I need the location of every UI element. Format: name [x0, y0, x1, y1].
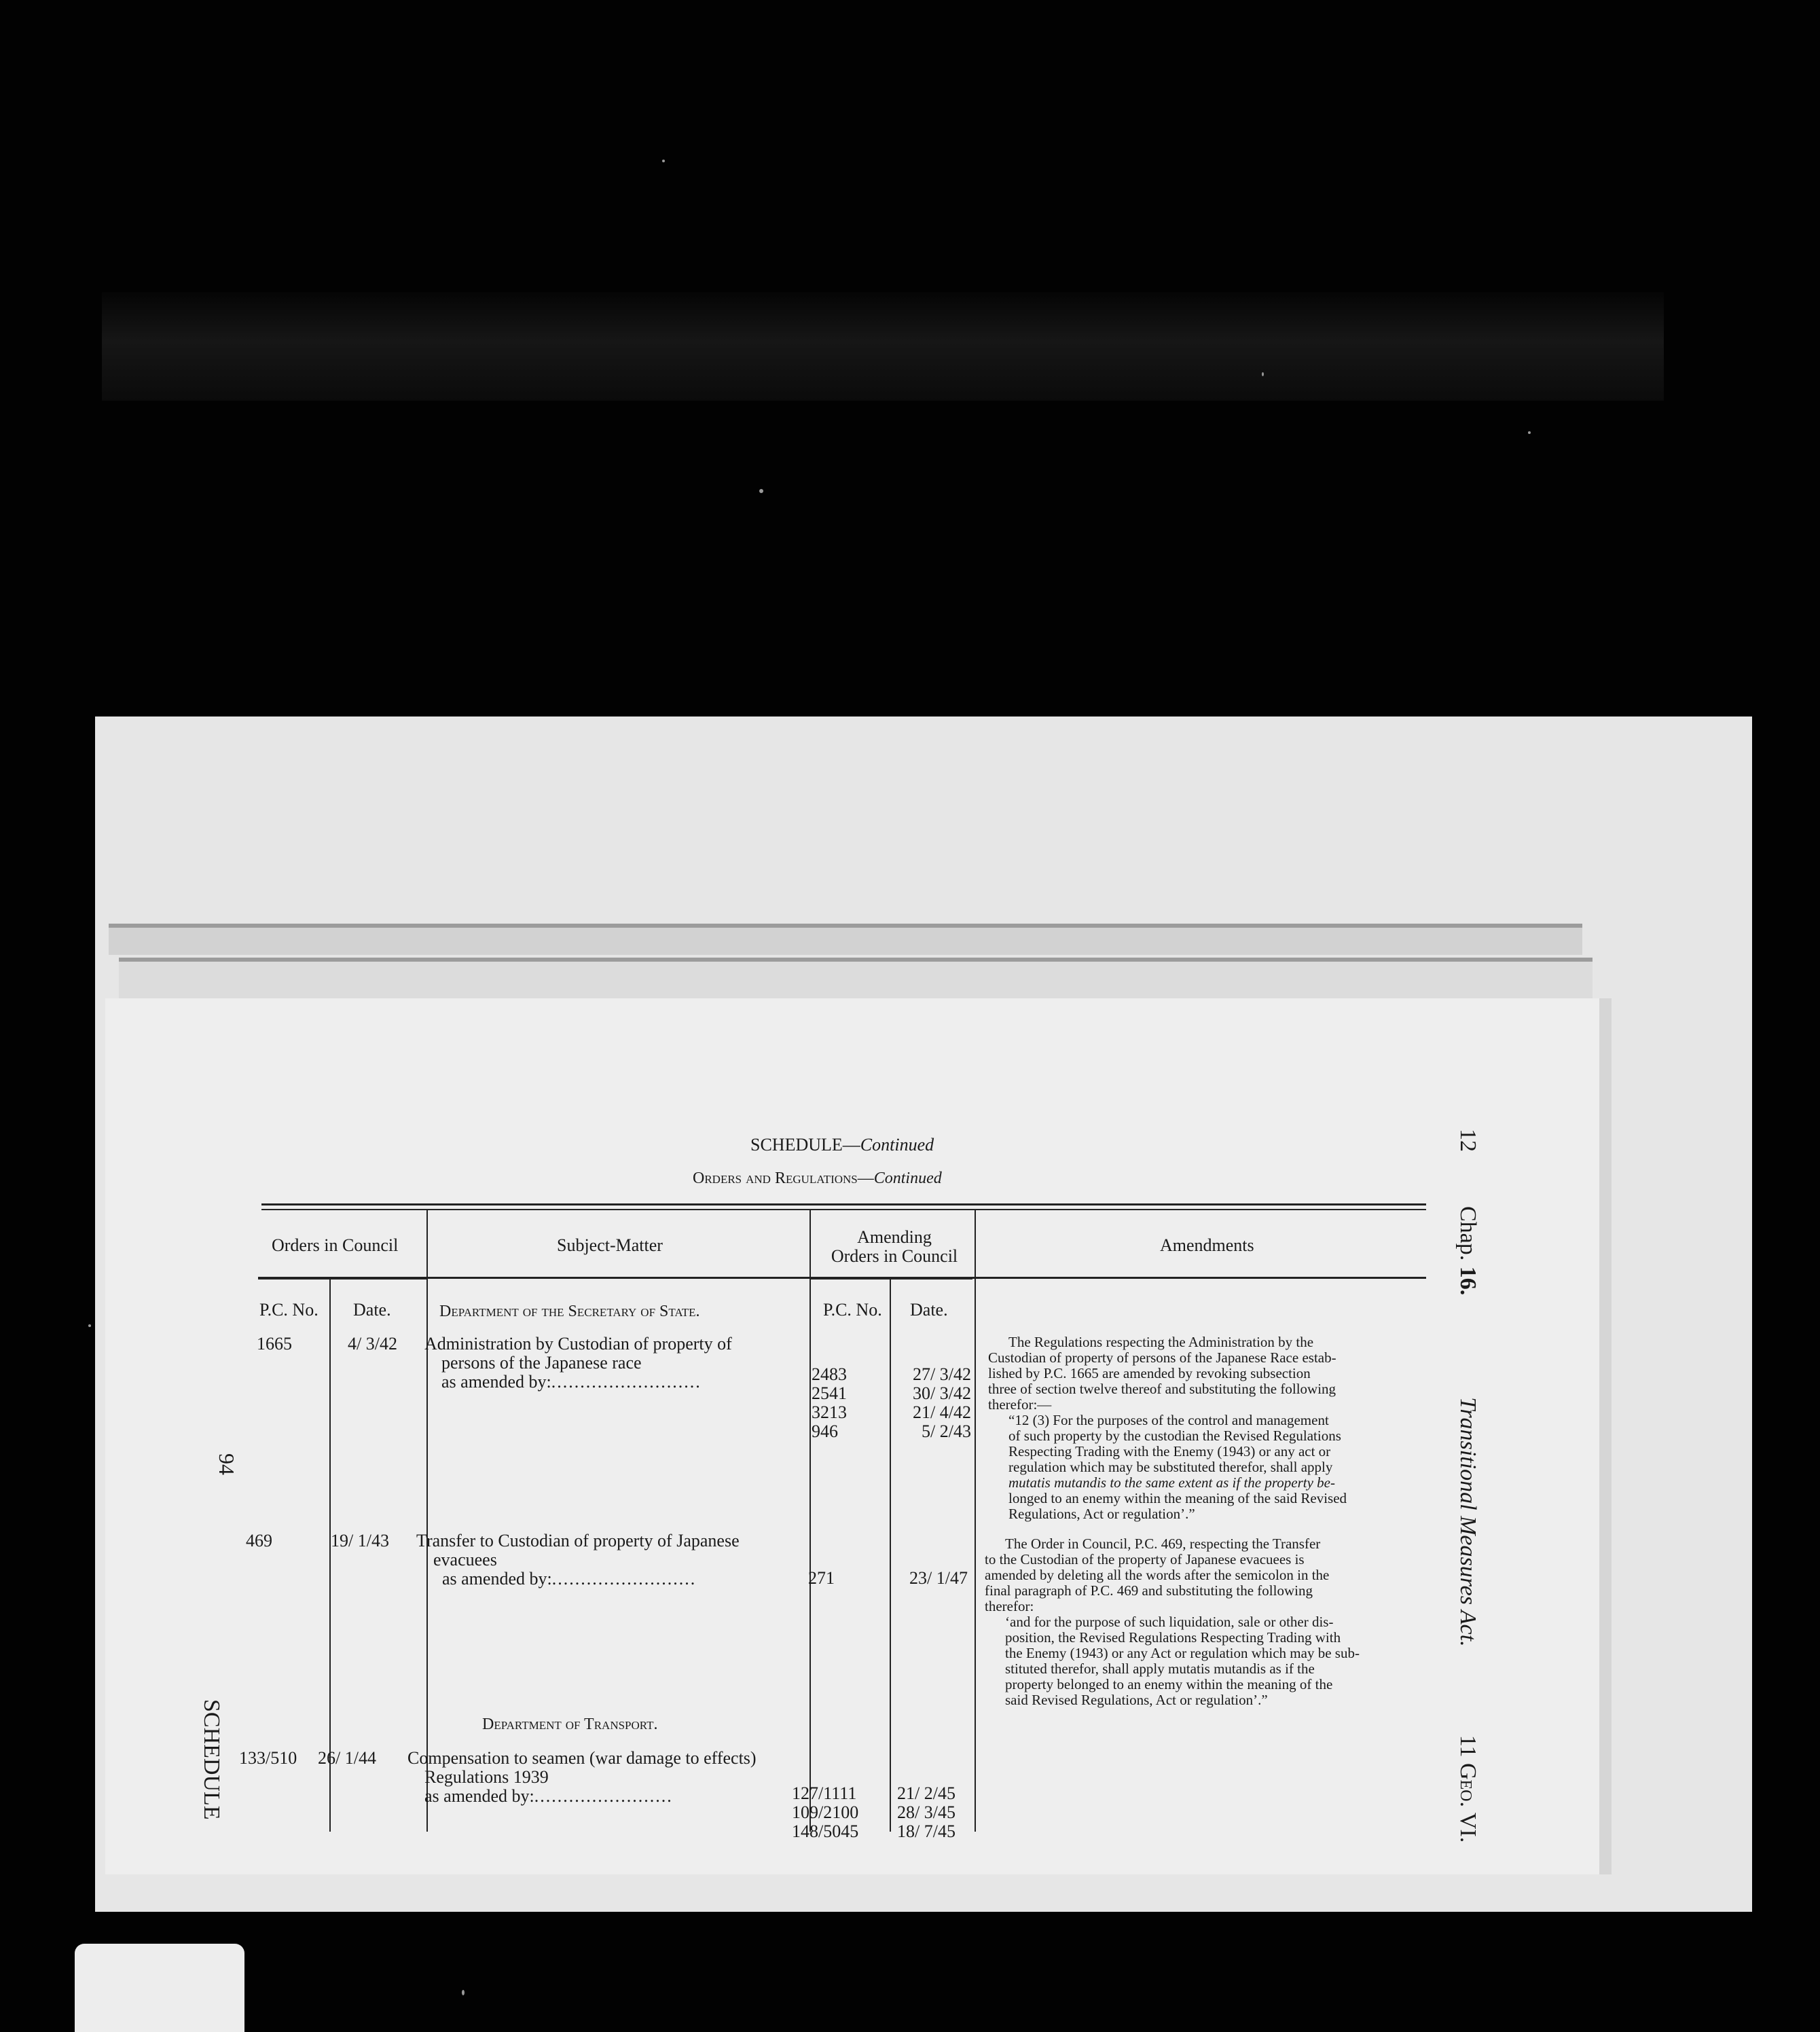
subheader-date: Date.	[353, 1300, 391, 1320]
header-rule	[258, 1278, 428, 1280]
running-page-number: 12	[1455, 1129, 1480, 1152]
label-card	[75, 1944, 244, 2032]
entry-subject: Compensation to seamen (war damage to effects) Regulations 1939 as amended by:........................	[407, 1748, 757, 1806]
table-top-rule	[261, 1209, 1426, 1210]
table-top-rule	[261, 1203, 1426, 1205]
entry-pc-no: 133/510	[239, 1748, 297, 1768]
act-title: Transitional Measures Act.	[1455, 1397, 1480, 1647]
amending-list: 2483 2541 3213 946	[812, 1364, 847, 1441]
regnal-year: 11 Geo. VI.	[1455, 1735, 1480, 1843]
orders-title: Orders and Regulations—Continued	[693, 1169, 942, 1187]
entry-subject: Administration by Custodian of property of persons of the Japanese race as amended by:..........................	[424, 1334, 732, 1392]
amendment-text: The Regulations respecting the Administration by the Custodian of property of persons of the Japanese Race estab- lished by P.C. 1665 are amended by revoking subsection three of section twelve thereof and substituting the following therefor:— “12 (3) For the purposes of the control and management of such property by the custodian the Revised Regulations Respecting Trading with the Enemy (1943) or any act or regulation which may be substituted therefor, shall apply mutatis mutandis to the same extent as if the property be- longed to an enemy within the meaning of the said Revised Regulations, Act or regulation’.”	[988, 1334, 1347, 1522]
section-transport: Department of Transport.	[482, 1716, 658, 1733]
header-orders-in-council: Orders in Council	[272, 1235, 399, 1255]
margin-page-number: 94	[215, 1453, 239, 1475]
entry-date: 26/ 1/44	[318, 1748, 376, 1768]
header-amending: Amending Orders in Council	[831, 1227, 958, 1266]
amendment-text: The Order in Council, P.C. 469, respecting the Transfer to the Custodian of the property of Japanese evacuees is amended by deleting all the words after the semicolon in the final paragraph of P.C. 469 and substituting the following therefor: ‘and for the purpose of such liquidation, sale or other dis- position, the Revised Regulations Respecting Trading with the Enemy (1943) or any Act or regulation which may be sub- stituted therefor, shall apply mutatis mutandis as if the property belonged to an enemy within the meaning of the said Revised Regulations, Act or regulation’.”	[985, 1536, 1360, 1708]
entry-subject: Transfer to Custodian of property of Japanese evacuees as amended by:.........................	[416, 1531, 740, 1589]
entry-pc-no: 1665	[257, 1334, 292, 1354]
amending-list: 271	[808, 1568, 835, 1588]
amending-dates: 21/ 2/45 28/ 3/45 18/ 7/45	[897, 1783, 956, 1841]
sheet-edge	[109, 924, 1582, 955]
column-rule	[975, 1209, 976, 1832]
amending-list: 127/1111 109/2100 148/5045	[792, 1783, 859, 1841]
section-secretary-of-state: Department of the Secretary of State.	[439, 1303, 700, 1320]
chap-number: 16.	[1455, 1266, 1480, 1296]
dark-band	[102, 292, 1664, 401]
dust-speck	[1262, 372, 1264, 376]
entry-pc-no: 469	[246, 1531, 272, 1550]
column-rule	[809, 1209, 811, 1832]
subheader-pc-no: P.C. No.	[259, 1300, 318, 1320]
chap-label: Chap.	[1455, 1206, 1480, 1261]
dust-speck	[759, 489, 763, 493]
amending-dates: 23/ 1/47	[909, 1568, 968, 1588]
entry-date: 4/ 3/42	[348, 1334, 397, 1354]
schedule-title: SCHEDULE—Continued	[750, 1135, 934, 1155]
column-rule	[426, 1209, 428, 1832]
running-head	[1455, 1129, 1480, 1843]
column-rule	[890, 1278, 891, 1832]
header-rule	[809, 1278, 972, 1280]
amending-dates: 27/ 3/42 30/ 3/42 21/ 4/42 5/ 2/43	[913, 1364, 971, 1441]
dust-speck	[462, 1990, 465, 1995]
header-subject-matter: Subject-Matter	[557, 1235, 663, 1255]
header-amendments: Amendments	[1160, 1235, 1254, 1255]
margin-schedule-label: SCHEDULE	[199, 1699, 224, 1820]
entry-date: 19/ 1/43	[331, 1531, 389, 1550]
subheader-amend-date: Date.	[910, 1300, 948, 1320]
sheet-edge	[119, 958, 1592, 1002]
dust-speck	[88, 1324, 91, 1327]
dust-speck	[662, 160, 665, 162]
dust-speck	[1528, 431, 1531, 434]
subheader-amend-pc-no: P.C. No.	[823, 1300, 882, 1320]
